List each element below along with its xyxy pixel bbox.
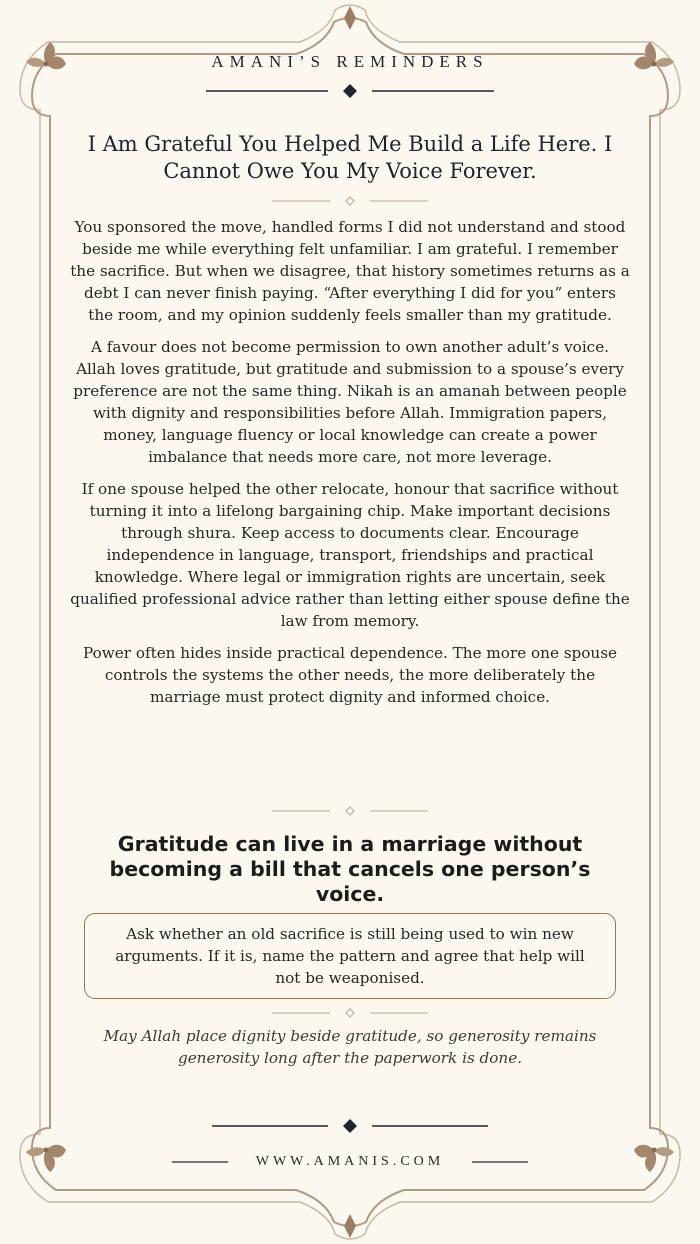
closing-dua: May Allah place dignity beside gratitude, so generosity remains generosity long after the paperwork is done. bbox=[103, 1027, 597, 1067]
callout-text: Ask whether an old sacrifice is still being used to win new arguments. If it is, name the pattern and agree that help will not be weaponised. bbox=[115, 925, 585, 987]
body-paragraph: You sponsored the move, handled forms I did not understand and stood beside me while everything felt unfamiliar. I am grateful. I remember the sacrifice. But when we disagree, that history sometimes returns as a debt I can never finish paying. “After everything I did for you” enters the room, and my opinion suddenly feels smaller than my gratitude. bbox=[70, 218, 630, 324]
callout-box bbox=[84, 913, 616, 999]
body-paragraph: If one spouse helped the other relocate, honour that sacrifice without turning it into a lifelong bargaining chip. Make important decisions through shura. Keep access to documents clear. Encourage independence in language, transport, friendships and practical knowledge. Where legal or immigration rights are uncertain, seek qualified professional advice rather than letting either spouse define the law from memory. bbox=[70, 480, 630, 630]
diamond-icon bbox=[346, 1009, 354, 1017]
body-text bbox=[70, 216, 630, 718]
brand-title: AMANI’S REMINDERS bbox=[211, 52, 489, 71]
diamond-icon bbox=[343, 1119, 357, 1133]
diamond-icon bbox=[346, 807, 354, 815]
footer-url[interactable]: WWW.AMANIS.COM bbox=[255, 1154, 445, 1169]
fleur-bottom-icon bbox=[344, 1214, 356, 1238]
diamond-icon bbox=[346, 197, 354, 205]
highlight-quote: Gratitude can live in a marriage without becoming a bill that cancels one person’s voice. bbox=[109, 832, 591, 906]
fleur-top-icon bbox=[344, 6, 356, 30]
diamond-icon bbox=[343, 84, 357, 98]
body-paragraph: Power often hides inside practical dependence. The more one spouse controls the systems the other needs, the more deliberately the marriage must protect dignity and informed choice. bbox=[83, 644, 617, 706]
page-title: I Am Grateful You Helped Me Build a Life Here. I Cannot Owe You My Voice Forever. bbox=[87, 132, 613, 183]
body-paragraph: A favour does not become permission to own another adult’s voice. Allah loves gratitude, but gratitude and submission to a spouse’s every preference are not the same thing. Nikah is an amanah between people with dignity and responsibilities before Allah. Immigration papers, money, language fluency or local knowledge can create a power imbalance that needs more care, not more leverage. bbox=[73, 338, 627, 466]
